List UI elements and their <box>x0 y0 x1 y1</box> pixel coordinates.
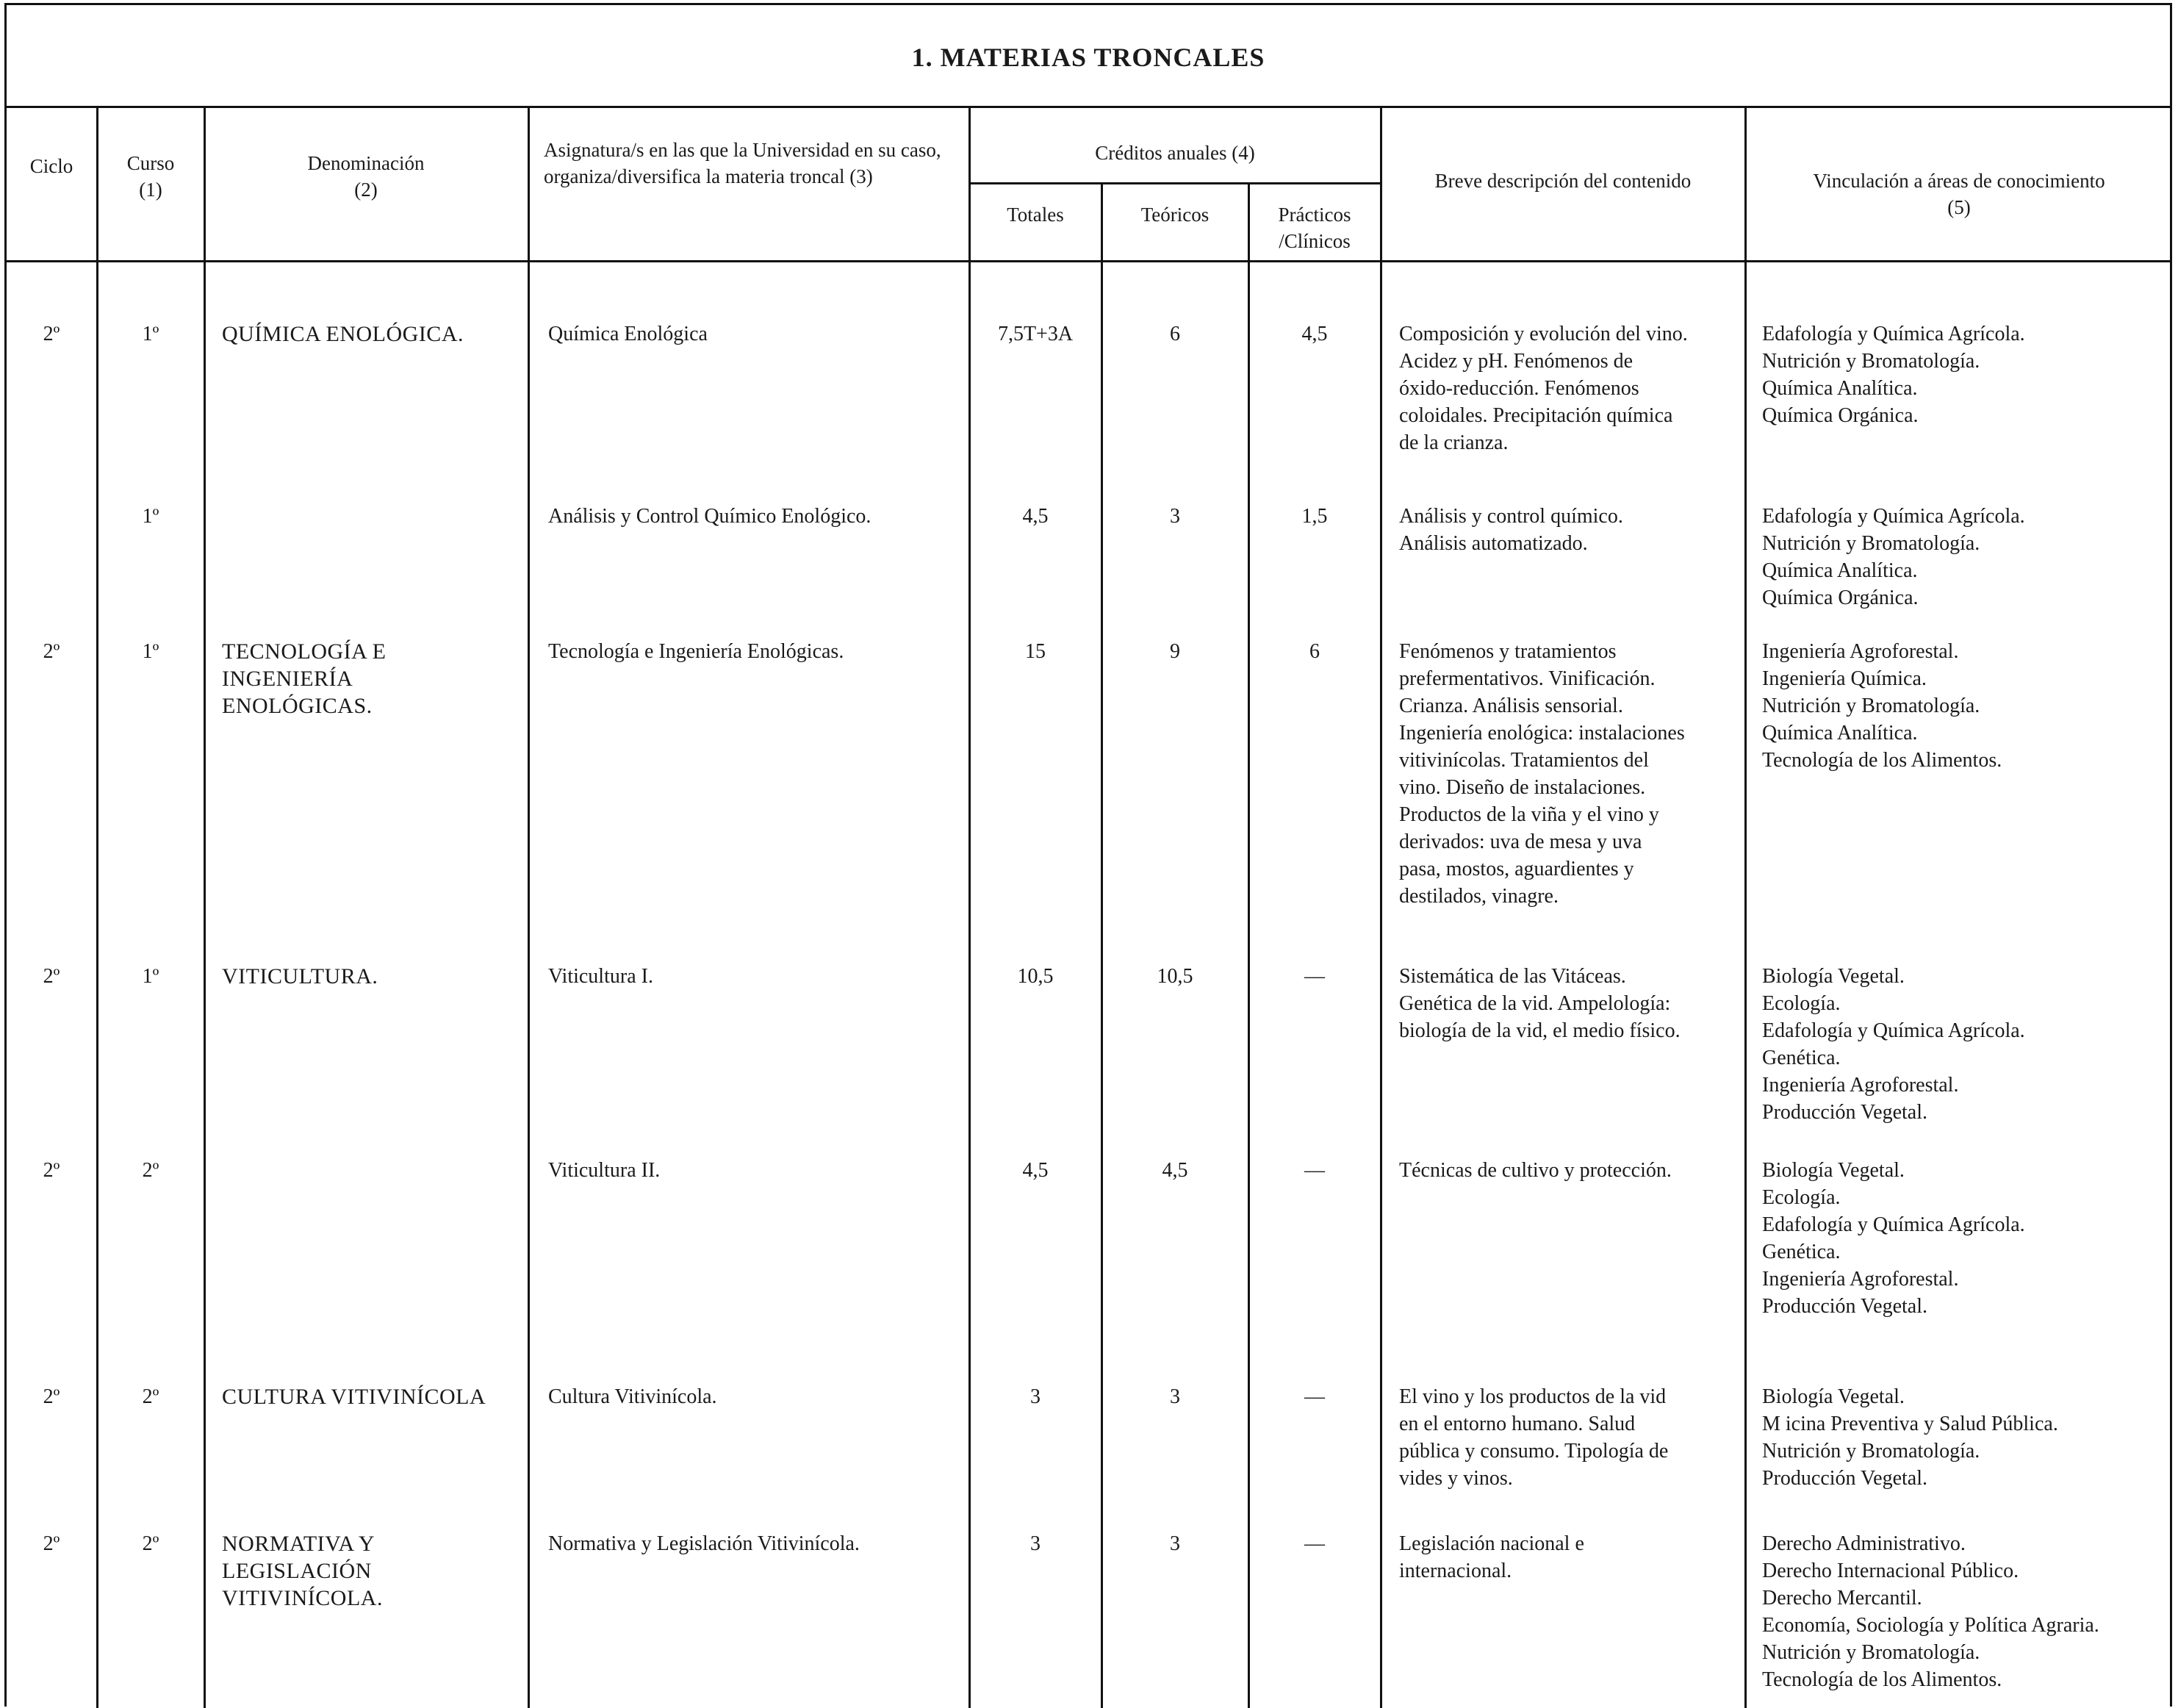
cell-totales: 3 <box>1030 1385 1041 1408</box>
areas-line: Química Analítica. <box>1762 559 1918 582</box>
cell-teoricos: 3 <box>1170 1532 1180 1555</box>
cell-totales: 7,5T+3A <box>997 323 1074 345</box>
areas-line: Producción Vegetal. <box>1762 1295 1927 1318</box>
areas-line: Derecho Administrativo. <box>1762 1532 1966 1555</box>
cell-asignatura: Química Enológica <box>548 323 708 345</box>
col-rule-teoricos <box>1248 182 1250 1708</box>
areas-line: Genética. <box>1762 1241 1841 1263</box>
header-curso-note: (1) <box>139 179 162 201</box>
cell-areas <box>1762 1157 2171 1320</box>
cell-denominacion <box>222 320 523 348</box>
descripcion-line: Acidez y pH. Fenómenos de <box>1399 350 1634 373</box>
descripcion-line: Sistemática de las Vitáceas. <box>1399 965 1626 988</box>
denominacion-line: TECNOLOGÍA E <box>222 639 387 664</box>
descripcion-line: vitivinícolas. Tratamientos del <box>1399 749 1649 772</box>
header-practicos <box>1251 201 1379 254</box>
cell-ciclo: 2º <box>43 640 60 663</box>
header-creditos: Créditos anuales (4) <box>1095 142 1255 164</box>
areas-line: Edafología y Química Agrícola. <box>1762 1019 2025 1042</box>
cell-areas <box>1762 1383 2171 1492</box>
descripcion-line: pública y consumo. Tipología de <box>1399 1440 1669 1463</box>
descripcion-line: vino. Diseño de instalaciones. <box>1399 776 1646 799</box>
cell-curso: 2º <box>142 1532 159 1555</box>
header-curso-label: Curso <box>126 152 175 174</box>
descripcion-line: destilados, vinagre. <box>1399 885 1559 908</box>
cell-areas <box>1762 1530 2171 1693</box>
cell-teoricos: 3 <box>1170 1385 1180 1408</box>
descripcion-line: coloidales. Precipitación química <box>1399 404 1673 427</box>
cell-asignatura: Tecnología e Ingeniería Enológicas. <box>548 640 844 663</box>
areas-line: Química Analítica. <box>1762 377 1918 400</box>
cell-curso: 1º <box>142 965 159 988</box>
credits-subrule <box>968 182 1380 184</box>
areas-line: Tecnología de los Alimentos. <box>1762 749 2002 772</box>
descripcion-line: Técnicas de cultivo y protección. <box>1399 1159 1672 1182</box>
header-totales: Totales <box>1007 204 1064 226</box>
denominacion-line: LEGISLACIÓN <box>222 1559 372 1583</box>
areas-line: Ingeniería Agroforestal. <box>1762 1268 1959 1291</box>
denominacion-line: NORMATIVA Y <box>222 1532 375 1556</box>
cell-denominacion <box>222 638 523 720</box>
cell-curso: 1º <box>142 323 159 345</box>
cell-totales: 4,5 <box>1022 505 1049 528</box>
header-vinculacion-label: Vinculación a áreas de conocimiento <box>1813 170 2105 192</box>
areas-line: Ecología. <box>1762 1186 1841 1209</box>
cell-ciclo: 2º <box>43 1159 60 1182</box>
header-denominacion <box>206 150 526 203</box>
areas-line: M icina Preventiva y Salud Pública. <box>1762 1413 2058 1435</box>
areas-line: Química Orgánica. <box>1762 404 1919 427</box>
cell-descripcion <box>1399 320 1742 456</box>
areas-line: Ecología. <box>1762 992 1841 1015</box>
areas-line: Nutrición y Bromatología. <box>1762 1440 1980 1463</box>
cell-asignatura: Normativa y Legislación Vitivinícola. <box>548 1532 860 1555</box>
header-vinculacion-note: (5) <box>1947 196 1971 218</box>
denominacion-line: INGENIERÍA <box>222 667 353 691</box>
areas-line: Biología Vegetal. <box>1762 1385 1905 1408</box>
cell-ciclo: 2º <box>43 1532 60 1555</box>
cell-curso: 2º <box>142 1159 159 1182</box>
descripcion-line: internacional. <box>1399 1560 1512 1582</box>
cell-areas <box>1762 503 2171 611</box>
cell-totales: 10,5 <box>1017 965 1054 988</box>
cell-descripcion <box>1399 503 1742 557</box>
cell-curso: 1º <box>142 640 159 663</box>
areas-line: Derecho Internacional Público. <box>1762 1560 2019 1582</box>
descripcion-line: prefermentativos. Vinificación. <box>1399 667 1656 690</box>
cell-practicos: 4,5 <box>1301 323 1328 345</box>
cell-practicos: — <box>1304 1532 1325 1555</box>
cell-areas <box>1762 320 2171 429</box>
header-practicos-label: Prácticos <box>1278 204 1351 226</box>
areas-line: Nutrición y Bromatología. <box>1762 350 1980 373</box>
cell-areas <box>1762 963 2171 1126</box>
areas-line: Tecnología de los Alimentos. <box>1762 1668 2002 1691</box>
cell-practicos: — <box>1304 1159 1325 1182</box>
denominacion-line: VITICULTURA. <box>222 964 378 988</box>
cell-teoricos: 4,5 <box>1162 1159 1188 1182</box>
areas-line: Edafología y Química Agrícola. <box>1762 1213 2025 1236</box>
cell-curso: 2º <box>142 1385 159 1408</box>
cell-descripcion <box>1399 1383 1742 1492</box>
descripcion-line: en el entorno humano. Salud <box>1399 1413 1636 1435</box>
cell-asignatura: Cultura Vitivinícola. <box>548 1385 717 1408</box>
cell-practicos: 1,5 <box>1301 505 1328 528</box>
col-rule-descripcion <box>1744 106 1747 1708</box>
descripcion-line: Crianza. Análisis sensorial. <box>1399 695 1623 717</box>
areas-line: Edafología y Química Agrícola. <box>1762 323 2025 345</box>
cell-denominacion <box>222 963 523 990</box>
descripcion-line: Ingeniería enológica: instalaciones <box>1399 722 1685 744</box>
areas-line: Biología Vegetal. <box>1762 1159 1905 1182</box>
denominacion-line: QUÍMICA ENOLÓGICA. <box>222 322 464 346</box>
descripcion-line: Legislación nacional e <box>1399 1532 1584 1555</box>
areas-line: Producción Vegetal. <box>1762 1101 1927 1124</box>
title-rule <box>4 106 2172 108</box>
cell-descripcion <box>1399 638 1742 910</box>
col-rule-denominacion <box>528 106 530 1708</box>
col-rule-creditos <box>1380 106 1382 1708</box>
cell-teoricos: 6 <box>1170 323 1180 345</box>
header-descripcion: Breve descripción del contenido <box>1434 170 1692 192</box>
areas-line: Derecho Mercantil. <box>1762 1587 1922 1610</box>
areas-line: Química Analítica. <box>1762 722 1918 744</box>
header-teoricos: Teóricos <box>1140 204 1210 226</box>
areas-line: Ingeniería Agroforestal. <box>1762 640 1959 663</box>
header-vinculacion <box>1747 168 2171 220</box>
areas-line: Genética. <box>1762 1047 1841 1069</box>
cell-denominacion <box>222 1530 523 1612</box>
descripcion-line: Genética de la vid. Ampelología: <box>1399 992 1671 1015</box>
cell-descripcion <box>1399 1530 1742 1585</box>
page-title: 1. MATERIAS TRONCALES <box>911 43 1265 72</box>
descripcion-line: Análisis y control químico. <box>1399 505 1623 528</box>
descripcion-line: biología de la vid, el medio físico. <box>1399 1019 1681 1042</box>
descripcion-line: El vino y los productos de la vid <box>1399 1385 1667 1408</box>
header-practicos-label-2: /Clínicos <box>1279 230 1351 252</box>
cell-asignatura: Viticultura II. <box>548 1159 661 1182</box>
header-curso <box>98 150 203 203</box>
areas-line: Química Orgánica. <box>1762 586 1919 609</box>
areas-line: Nutrición y Bromatología. <box>1762 532 1980 555</box>
descripcion-line: óxido-reducción. Fenómenos <box>1399 377 1639 400</box>
cell-teoricos: 9 <box>1170 640 1180 663</box>
cell-ciclo: 2º <box>43 323 60 345</box>
denominacion-line: VITIVINÍCOLA. <box>222 1586 383 1610</box>
cell-totales: 3 <box>1030 1532 1041 1555</box>
areas-line: Ingeniería Química. <box>1762 667 1927 690</box>
col-rule-totales <box>1101 182 1103 1708</box>
cell-teoricos: 10,5 <box>1157 965 1193 988</box>
cell-denominacion <box>222 1383 523 1410</box>
cell-curso: 1º <box>142 505 159 528</box>
cell-practicos: 6 <box>1309 640 1320 663</box>
cell-descripcion <box>1399 1157 1742 1184</box>
cell-asignatura: Análisis y Control Químico Enológico. <box>548 505 871 528</box>
header-rule <box>4 260 2172 262</box>
col-rule-curso <box>204 106 206 1708</box>
header-asignatura: Asignatura/s en las que la Universidad en su caso, organiza/diversifica la materia troncal (3) <box>544 139 941 187</box>
descripcion-line: de la crianza. <box>1399 431 1509 454</box>
areas-line: Biología Vegetal. <box>1762 965 1905 988</box>
descripcion-line: Análisis automatizado. <box>1399 532 1588 555</box>
areas-line: Ingeniería Agroforestal. <box>1762 1074 1959 1097</box>
header-denominacion-label: Denominación <box>307 152 425 174</box>
areas-line: Producción Vegetal. <box>1762 1467 1927 1490</box>
cell-totales: 4,5 <box>1022 1159 1049 1182</box>
col-rule-asignatura <box>968 106 971 1708</box>
cell-totales: 15 <box>1025 640 1046 663</box>
areas-line: Edafología y Química Agrícola. <box>1762 505 2025 528</box>
descripcion-line: pasa, mostos, aguardientes y <box>1399 858 1634 880</box>
cell-ciclo: 2º <box>43 965 60 988</box>
cell-ciclo: 2º <box>43 1385 60 1408</box>
descripcion-line: Fenómenos y tratamientos <box>1399 640 1617 663</box>
cell-areas <box>1762 638 2171 774</box>
denominacion-line: CULTURA VITIVINÍCOLA <box>222 1385 486 1409</box>
cell-descripcion <box>1399 963 1742 1044</box>
header-denominacion-note: (2) <box>354 179 378 201</box>
areas-line: Economía, Sociología y Política Agraria. <box>1762 1614 2099 1637</box>
descripcion-line: derivados: uva de mesa y uva <box>1399 830 1642 853</box>
header-ciclo: Ciclo <box>29 155 73 177</box>
descripcion-line: vides y vinos. <box>1399 1467 1513 1490</box>
cell-teoricos: 3 <box>1170 505 1180 528</box>
cell-practicos: — <box>1304 1385 1325 1408</box>
areas-line: Nutrición y Bromatología. <box>1762 695 1980 717</box>
cell-practicos: — <box>1304 965 1325 988</box>
descripcion-line: Composición y evolución del vino. <box>1399 323 1688 345</box>
denominacion-line: ENOLÓGICAS. <box>222 694 373 718</box>
cell-asignatura: Viticultura I. <box>548 965 653 988</box>
descripcion-line: Productos de la viña y el vino y <box>1399 803 1659 826</box>
areas-line: Nutrición y Bromatología. <box>1762 1641 1980 1664</box>
